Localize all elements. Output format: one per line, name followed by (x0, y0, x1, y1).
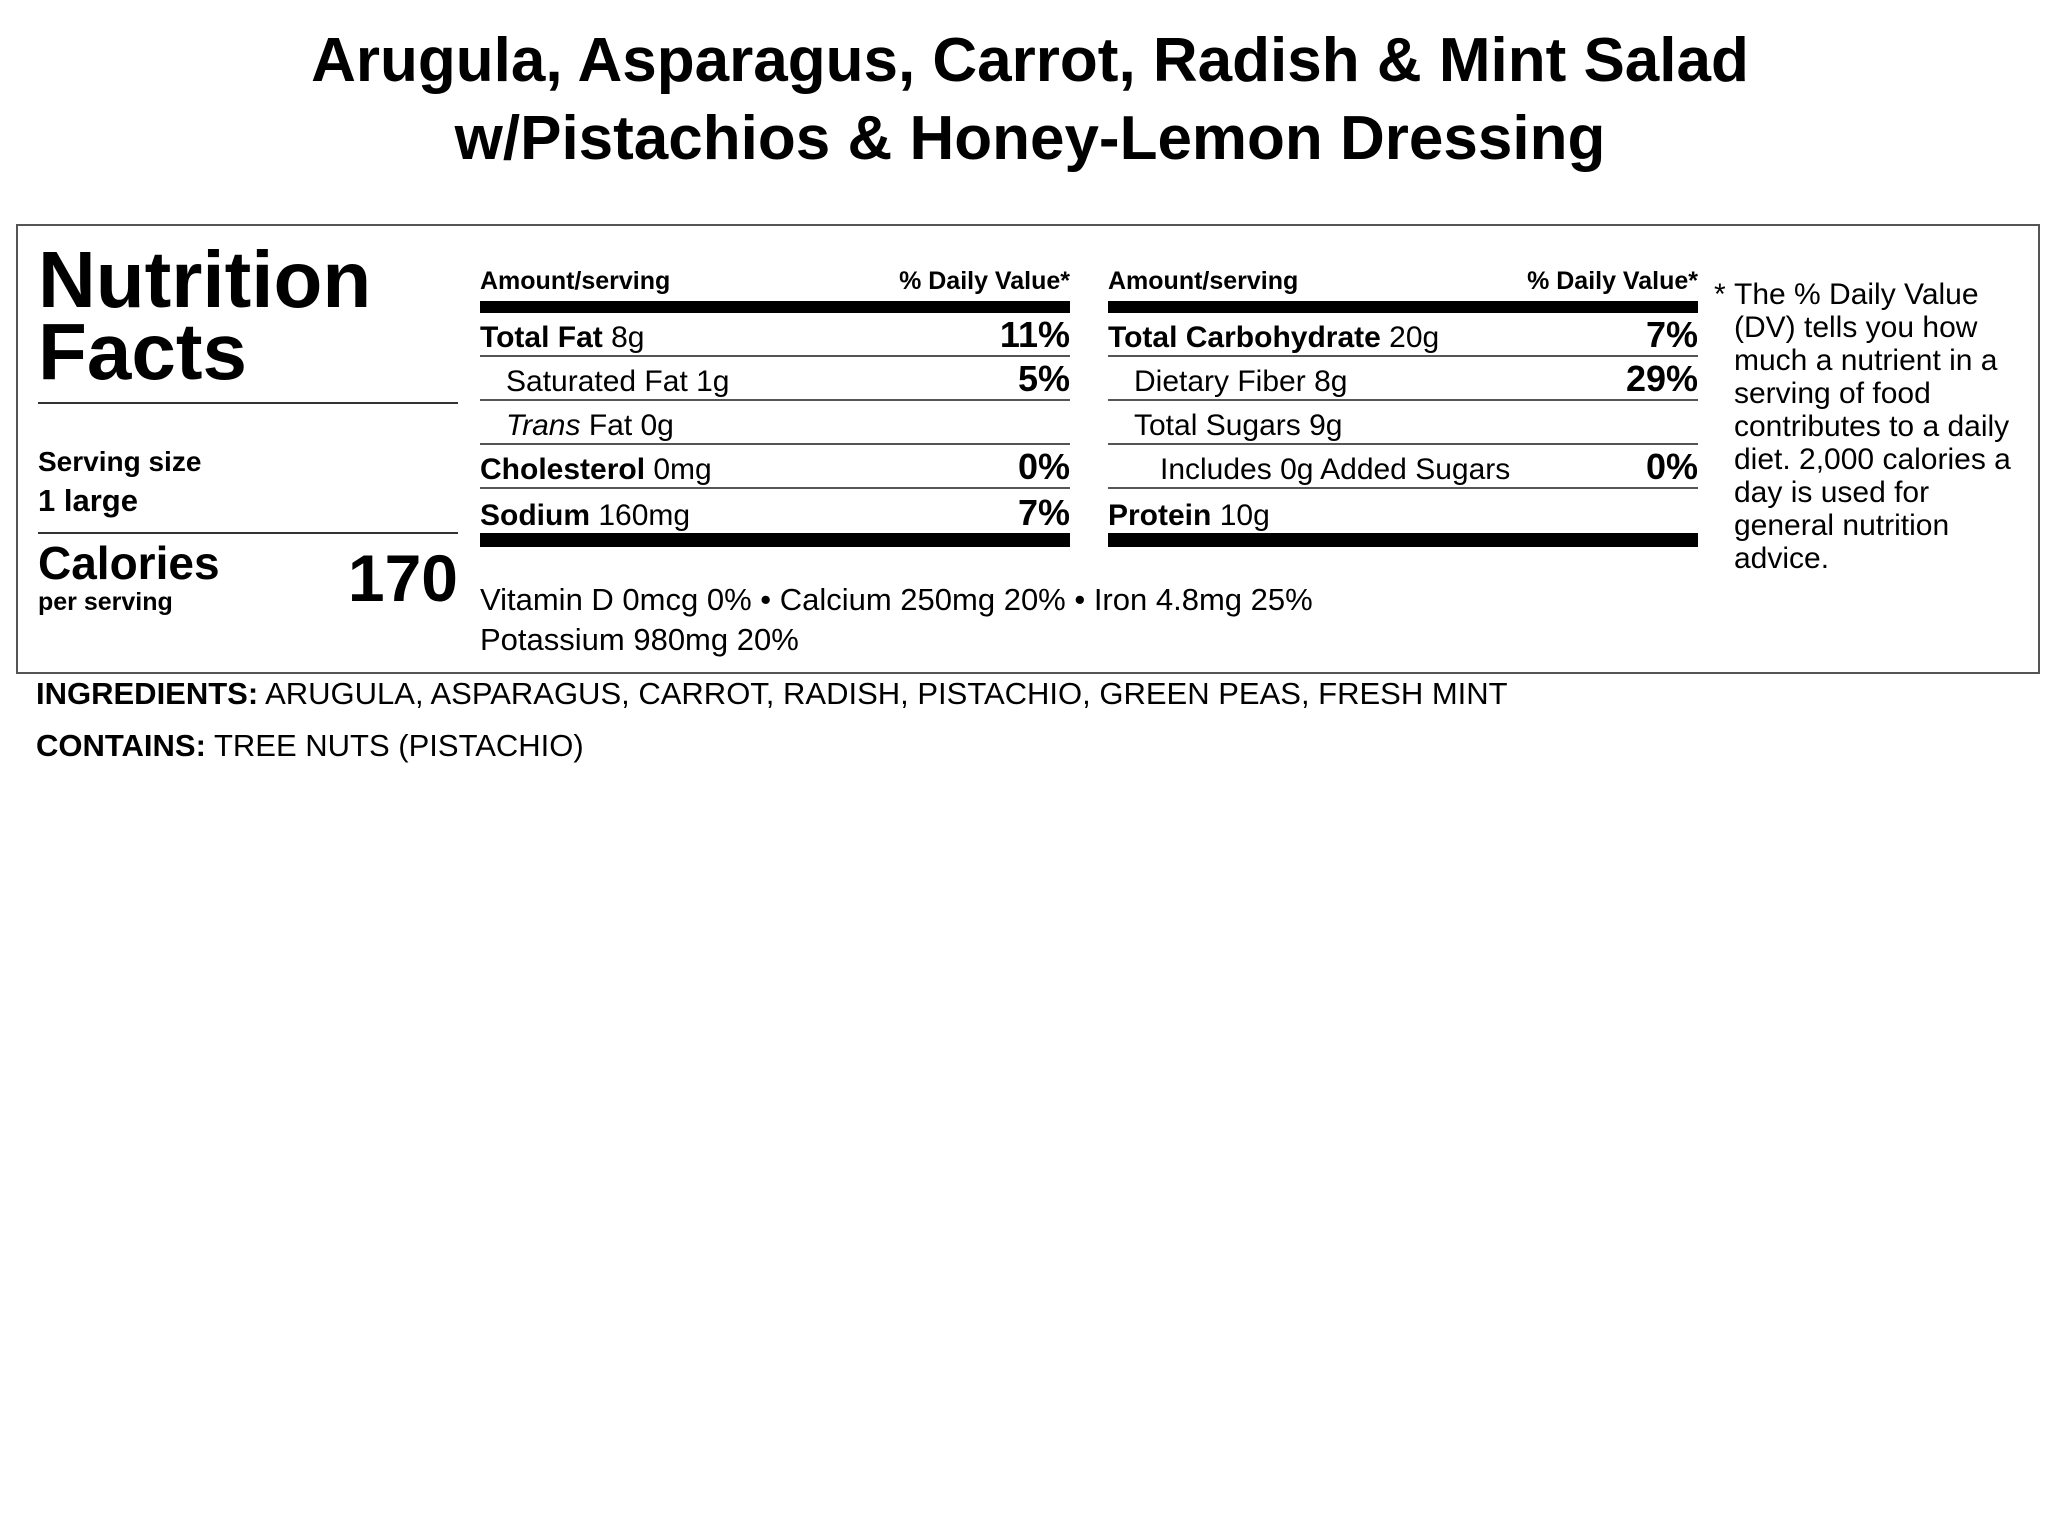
nutrient-name: Trans (506, 409, 581, 442)
nutrient-dv: 11% (999, 314, 1070, 355)
nutrition-facts-panel (16, 224, 2040, 674)
nutrient-amount: 0mg (653, 453, 712, 486)
product-title (0, 22, 2048, 178)
nutrient-amount: 160mg (598, 499, 691, 532)
calories-label: Calories (38, 537, 220, 589)
nutrient-table-left (480, 266, 1070, 547)
nutrient-dv: 0% (1017, 446, 1070, 487)
nutrient-amount: Fat 0g (588, 409, 674, 442)
amount-serving-header: Amount/serving (1108, 267, 1299, 295)
footnote-text: The % Daily Value (DV) tells you how much a nutrient in a serving of food contributes to a daily diet. 2,000 calories a day is used for general nutrition advice. (1734, 278, 2011, 575)
nutrient-dv: 7% (1645, 314, 1698, 355)
nutrient-row-added-sugars (1108, 445, 1698, 489)
daily-value-header: % Daily Value* (1527, 267, 1698, 295)
contains-list: TREE NUTS (PISTACHIO) (213, 728, 584, 763)
nutrient-dv: 29% (1625, 358, 1698, 399)
nutrient-row-protein (1108, 489, 1698, 533)
table-header (480, 266, 1070, 296)
table-header (1108, 266, 1698, 296)
nutrient-row-cholesterol (480, 445, 1070, 489)
nutrient-name: Cholesterol (480, 453, 646, 486)
nutrient-row-dietary-fiber (1108, 357, 1698, 401)
nutrient-amount: 9g (1309, 409, 1343, 442)
nutrient-amount: 1g (696, 365, 730, 398)
nutrition-facts-heading (38, 235, 372, 396)
nutrient-row-saturated-fat (480, 357, 1070, 401)
ingredients-statement (36, 676, 1508, 712)
daily-value-footnote (1714, 278, 2034, 575)
nutrient-name: Total Sugars (1134, 409, 1301, 442)
vitamins-line2: Potassium 980mg 20% (480, 622, 799, 657)
nutrient-name: Includes 0g Added Sugars (1160, 453, 1511, 486)
serving-size-value: 1 large (38, 483, 138, 518)
vitamins-minerals (480, 580, 1313, 660)
nutrient-name: Sodium (480, 499, 590, 532)
calories-value: 170 (347, 541, 458, 615)
ingredients-label: INGREDIENTS: (36, 676, 259, 711)
contains-label: CONTAINS: (36, 728, 206, 763)
nutrient-dv: 7% (1017, 492, 1070, 533)
amount-serving-header: Amount/serving (480, 267, 671, 295)
product-title-line2: w/Pistachios & Honey-Lemon Dressing (454, 104, 1606, 173)
ingredients-list: ARUGULA, ASPARAGUS, CARROT, RADISH, PISTACHIO, GREEN PEAS, FRESH MINT (265, 676, 1508, 711)
nutrient-name: Dietary Fiber (1134, 365, 1306, 398)
heading-divider (38, 402, 458, 404)
per-serving-label: per serving (38, 588, 173, 616)
footer-bar (1108, 533, 1698, 547)
allergen-statement (36, 728, 584, 764)
serving-divider (38, 532, 458, 534)
footnote-asterisk: * (1714, 278, 1726, 311)
nutrient-amount: 20g (1389, 321, 1440, 354)
product-title-line1: Arugula, Asparagus, Carrot, Radish & Mint Salad (311, 26, 1749, 95)
nutrient-dv: 5% (1017, 358, 1070, 399)
nutrient-amount: 10g (1219, 499, 1270, 532)
nutrient-row-trans-fat (480, 401, 1070, 445)
nutrient-row-total-sugars (1108, 401, 1698, 445)
footer-bar (480, 533, 1070, 547)
nutrient-table-right (1108, 266, 1698, 547)
nutrient-row-total-fat (480, 313, 1070, 357)
vitamins-line1: Vitamin D 0mcg 0% • Calcium 250mg 20% • Iron 4.8mg 25% (480, 582, 1313, 617)
nutrient-amount: 8g (611, 321, 645, 354)
daily-value-header: % Daily Value* (899, 267, 1070, 295)
header-bar (480, 301, 1070, 313)
nutrient-name: Protein (1108, 499, 1212, 532)
nutrient-row-total-carbohydrate (1108, 313, 1698, 357)
nutrient-name: Total Carbohydrate (1108, 321, 1381, 354)
nutrient-amount: 8g (1314, 365, 1348, 398)
heading-line2: Facts (38, 307, 247, 396)
nutrient-dv: 0% (1645, 446, 1698, 487)
nutrient-row-sodium (480, 489, 1070, 533)
nutrient-name: Saturated Fat (506, 365, 688, 398)
serving-size-label: Serving size (38, 446, 202, 477)
nutrient-name: Total Fat (480, 321, 603, 354)
heading-line1: Nutrition (38, 235, 372, 324)
header-bar (1108, 301, 1698, 313)
